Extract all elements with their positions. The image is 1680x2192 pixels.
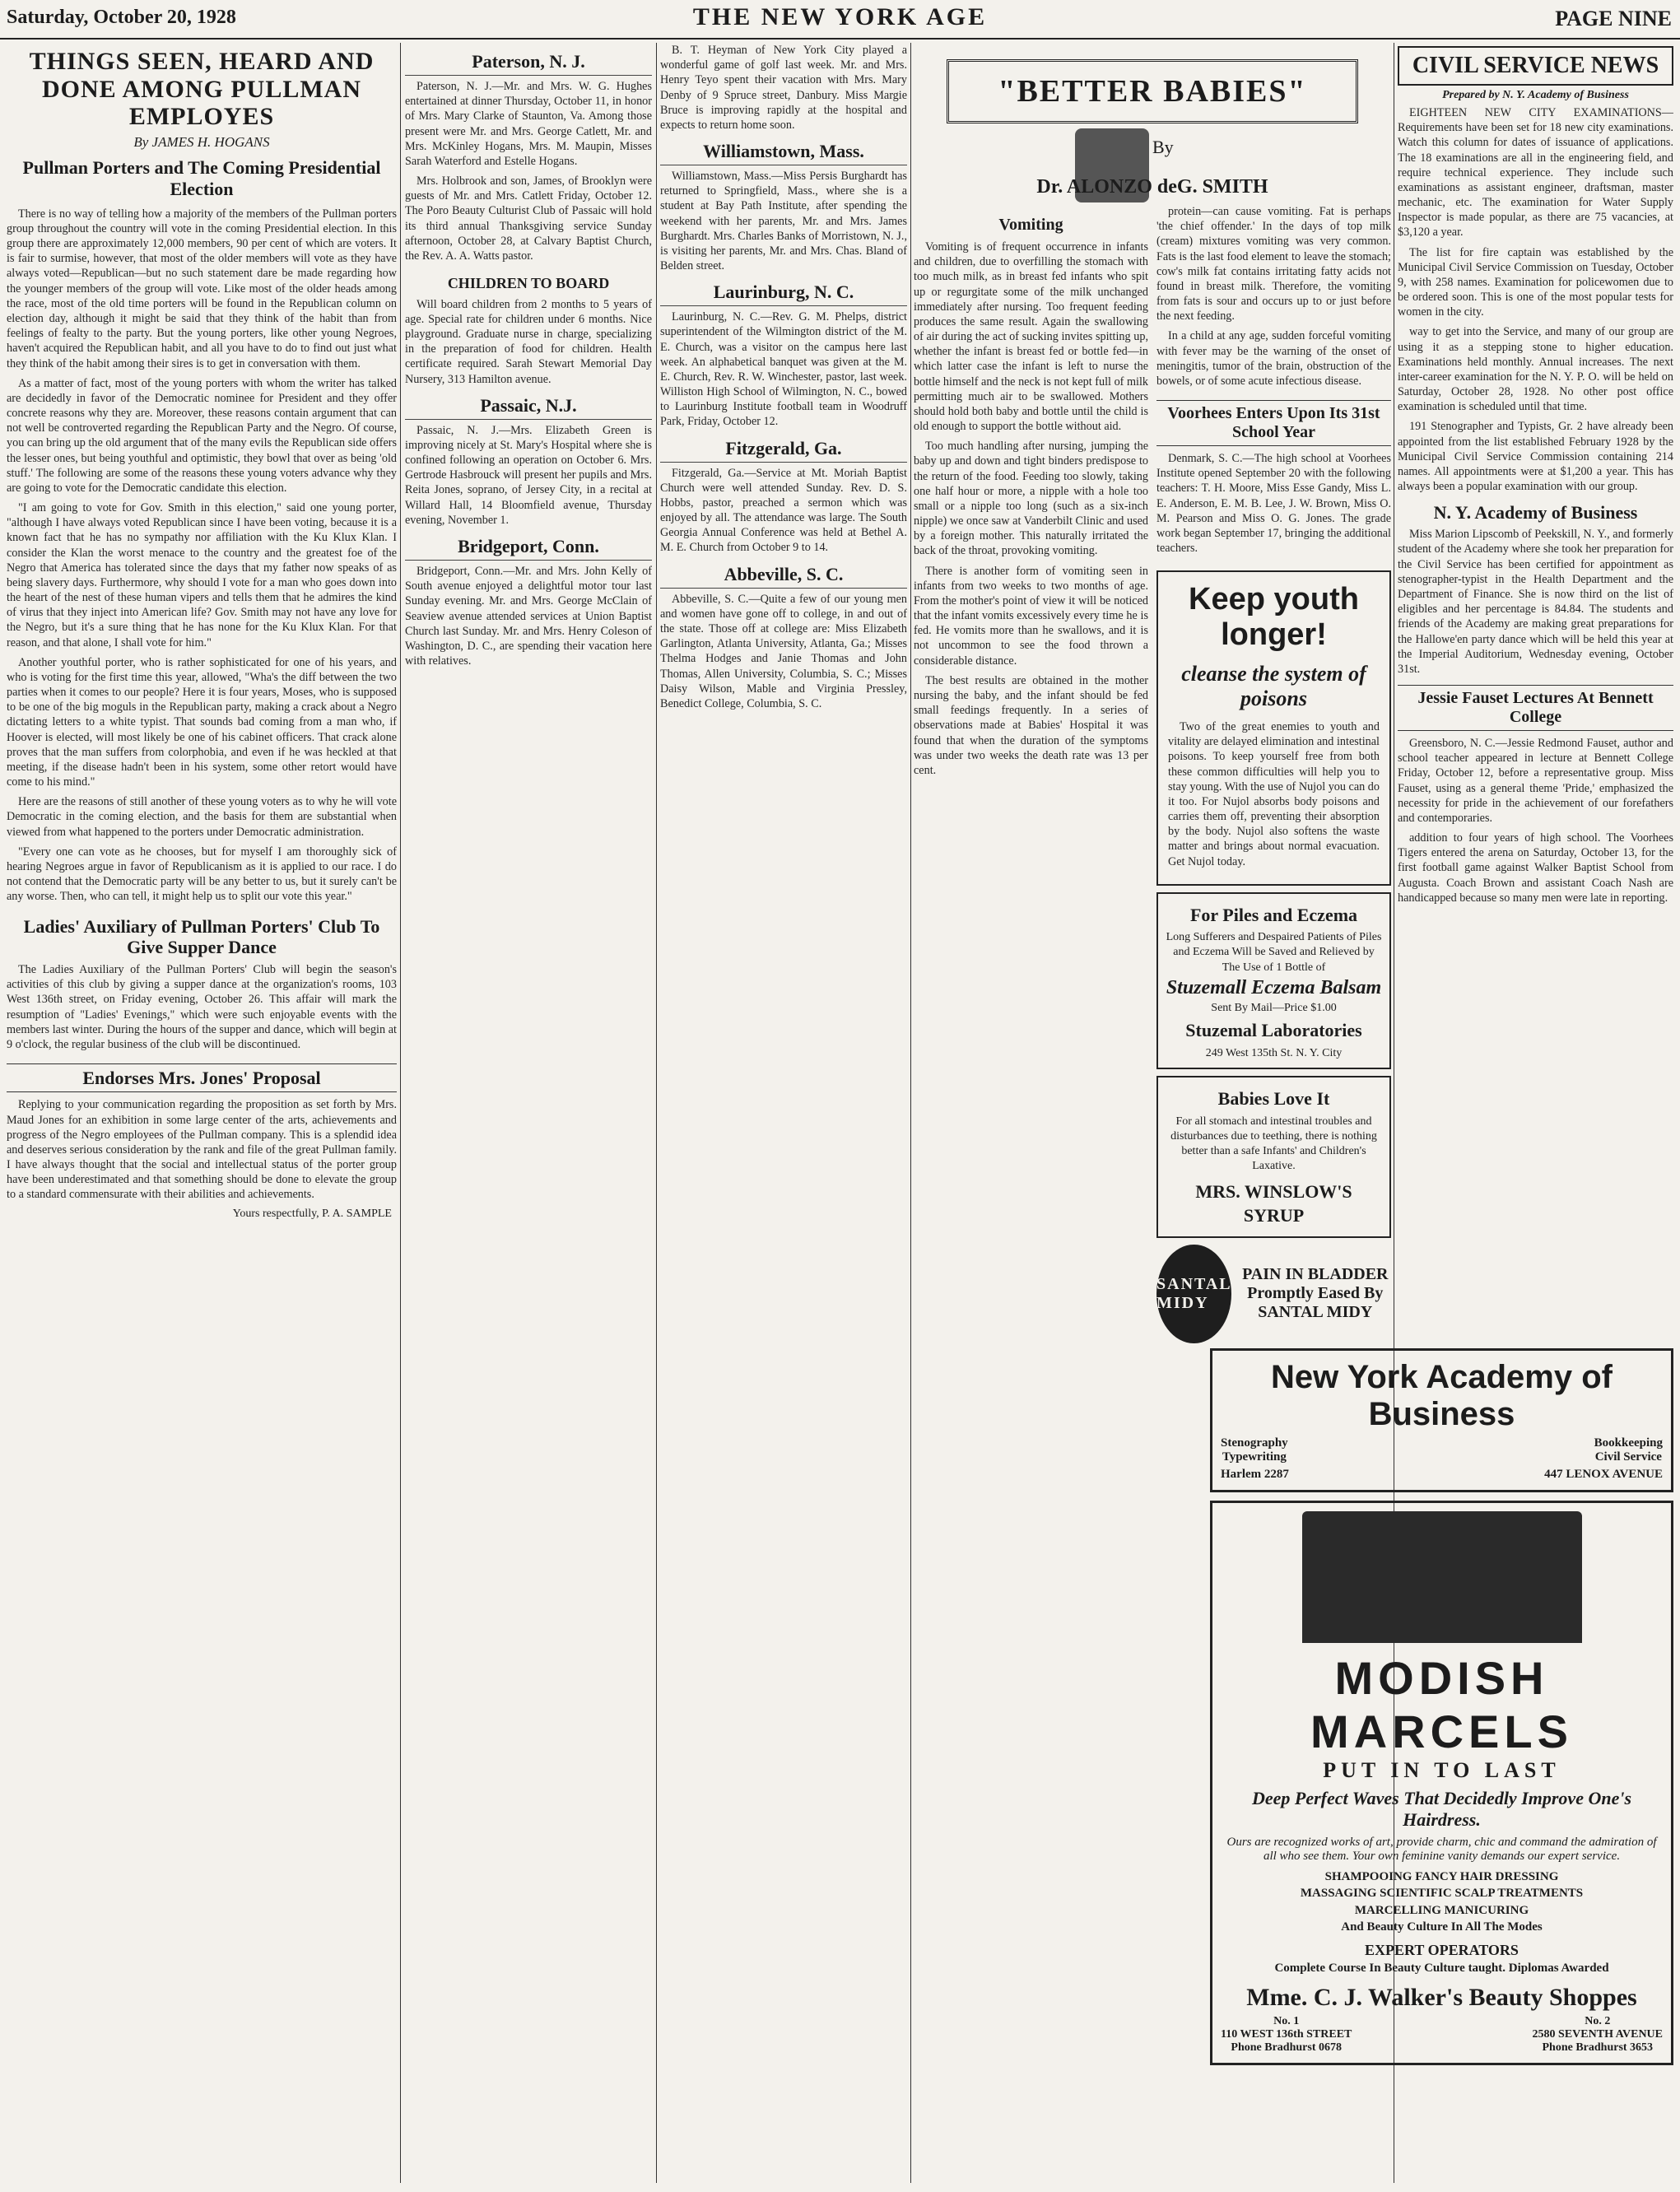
ladies-auxiliary-headline: Ladies' Auxiliary of Pullman Porters' Club To Give Supper Dance (23, 915, 380, 957)
babies-love-body: For all stomach and intestinal troubles and disturbances due to teething, there is nothing better than a safe Infants' and Children's Laxative. (1170, 1115, 1377, 1173)
civil-service-heading: CIVIL SERVICE NEWS (1398, 46, 1673, 86)
shop-phone: Phone Bradhurst 3653 (1542, 2041, 1654, 2054)
shop-address: 2580 SEVENTH AVENUE (1532, 2027, 1663, 2041)
marcels-course: Complete Course In Beauty Culture taught. Diplomas Awarded (1274, 1962, 1609, 1976)
modish-marcels-ad (1210, 1501, 1673, 2065)
article-paragraph: Another youthful porter, who is rather sophisticated for one of his years, and who is voting for the first time this year, allowed, "Wha's the diff between the two parties when it comes to our people? Here it is four years, Moses, who is supposed to be one of the big moguls in the Republican party, making a crack about a Negro dictating letters to a white typist. That sounds bad coming from a man who, if Hoover is elected, will most likely be one of his cabinet officers. That crack alone proves that the man suffers from colorphobia, and even if he was heckled at that meeting, if the disease hadn't been in his system, some other retort would have come to his mind." (7, 655, 397, 789)
marcels-service: MARCELLING MANICURING (1354, 1903, 1529, 1917)
academy-business-ad (1210, 1348, 1673, 1492)
shop-number: No. 1 (1273, 2014, 1300, 2027)
fauset-headline: Jessie Fauset Lectures At Bennett College (1398, 685, 1673, 731)
academy-ad-contact (1221, 1468, 1663, 1482)
marcels-tagline: PUT IN TO LAST (1323, 1758, 1561, 1782)
article-paragraph: As a matter of fact, most of the young porters with whom the writer has talked are decidedly in favor of the Democratic nominee for President and they offer concrete reasons why they are. Moreover, these reasons contain argument that can not well be controverted regarding the Republican Party and the Negro. Of course, you can bring up the old argument that of the many evils the Republican side offers the lesser ones, but being youthful and optimistic, they bowl that over as being 'old stuff.' The following are some of the reasons these young voters advance why they are going to vote for the Democratic candidate this election. (7, 376, 397, 495)
article-paragraph: In a child at any age, sudden forceful vomiting with fever may be the warning of the onset of meningitis, tumor of the brain, obstruction of the bowels, or of some acute infectious disease. (1156, 329, 1391, 388)
social-paragraph: Will board children from 2 months to 5 years of age. Special rate for children under 6 months. Nice playground. Graduate nurse in charge, specializing in the preparation of food for children. Health certificate required. Sarah Stewart Memorial Day Nursery, 313 Hamilton avenue. (405, 297, 652, 386)
shop-phone: Phone Bradhurst 0678 (1231, 2041, 1342, 2054)
santal-midy-ad (1156, 1245, 1391, 1343)
masthead (0, 0, 1680, 40)
social-column-2 (405, 43, 652, 673)
social-paragraph: Williamstown, Mass.—Miss Persis Burghardt has returned to Springfield, Mass., where she is a student at Bay Path Institute, after spending the weekend with her parents, Mr. and Mrs. James Burghardt. Mrs. Charles Banks of Morristown, N. J., is visiting her parents, Mr. and Mrs. Chas. Bland of Belden street. (660, 170, 907, 273)
article-paragraph: The best results are obtained in the mother nursing the baby, and the infant should be fed small feedings frequently. In a series of observations made at Babies' Hospital it was found that when the duration of the symptoms was under two weeks the death rate was 13 per cent. (914, 673, 1148, 777)
social-paragraph: Bridgeport, Conn.—Mr. and Mrs. John Kelly of South avenue enjoyed a delightful motor tour last Sunday evening. Mr. and Mrs. George McClain of Seaview avenue attended services at Union Baptist Church last Sunday. Mr. and Mrs. Henry Coleson of Washington, D. C., are spending their vacation here with relatives. (405, 564, 652, 668)
shop-addresses (1221, 2015, 1663, 2055)
article-paragraph: Here are the reasons of still another of these young voters as to why he will vote Democratic in the coming election, and the basis for them are substantial when viewed from what happened to the porters under Democratic administration. (7, 795, 397, 839)
academy-heading: N. Y. Academy of Business (1433, 502, 1638, 524)
babies-right-column (1156, 204, 1391, 564)
author-block (914, 128, 1391, 204)
nujol-ad-title: Keep youth longer! (1189, 581, 1359, 653)
subject-bookkeeping: Bookkeeping (1594, 1436, 1663, 1450)
article-paragraph: "Every one can vote as he chooses, but for myself I am thoroughly sick of hearing Negroes argue in favor of Republicanism as it is applied to our race. I do not contend that the Democratic party will be any better to us, but it surely can't be any worse. Then, who can tell, it might help us to split our vote this year." (7, 845, 397, 904)
piles-ad-lab: Stuzemal Laboratories (1185, 1020, 1362, 1041)
shop-2 (1533, 2015, 1663, 2055)
piles-ad-body: Long Sufferers and Despaired Patients of Piles and Eczema Will be Saved and Relieved by The Use of 1 Bottle of (1166, 931, 1382, 974)
civil-service-credit: Prepared by N. Y. Academy of Business (1442, 89, 1629, 101)
article-paragraph: Too much handling after nursing, jumping the baby up and down and tight binders predispose to the return of the food. Feeding too slowly, taking one half hour or more, a nipple with a hole too small or a nipple too long (such as a six-inch nipple) we once saw at Vanderbilt Clinic and used by a foreign mother. This naturally irritated the back of the throat, provoking vomiting. (914, 440, 1148, 558)
voorhees-headline: Voorhees Enters Upon Its 31st School Year (1156, 400, 1391, 446)
academy-ad-left (1221, 1436, 1288, 1464)
portrait-illustration (1302, 1511, 1582, 1643)
pullman-subhead: Pullman Porters and The Coming Presidential Election (22, 156, 381, 199)
marcels-body: Ours are recognized works of art, provide charm, chic and command the admiration of all who see them. Your own feminine vanity demands our expert service. (1226, 1836, 1657, 1863)
city-heading: Bridgeport, Conn. (405, 536, 652, 561)
subject-civil-service: Civil Service (1594, 1450, 1662, 1464)
academy-address: 447 LENOX AVENUE (1544, 1468, 1663, 1481)
academy-ad-title: New York Academy of Business (1271, 1359, 1613, 1432)
piles-ad-title: For Piles and Eczema (1189, 904, 1358, 925)
city-heading: Abbeville, S. C. (660, 564, 907, 589)
article-paragraph: addition to four years of high school. The Voorhees Tigers entered the arena on Saturday, October 13, for the first football game against Walker Baptist School from Augusta. Coach Brown and assistant Coach Nash are handicapped because so many men were late in reporting. (1398, 831, 1673, 905)
social-paragraph: Passaic, N. J.—Mrs. Elizabeth Green is improving nicely at St. Mary's Hospital where she is confined following an operation on October 6. Mrs. Gertrode Hasbrouck will present her pupils and Mrs. Reita Jones, soprano, of Jersey City, in a recital at Willard Hall, 14 Bloomfield avenue, Thursday evening, November 1. (405, 423, 652, 527)
academy-ad-subjects (1221, 1436, 1663, 1464)
article-paragraph: Miss Marion Lipscomb of Peekskill, N. Y., and formerly student of the Academy where she took her preparation for the Civil Service has been certified for appointment as stenographer-typist in the Health Department and the Department of Finance. She is now third on the list of eligibles and her percentage is 84.84. The students and friends of the Academy are making great preparations for the Hallowe'en party dance which will be held this year at the Imperial Auditorium, Wednesday evening, October 31st. (1398, 528, 1673, 676)
social-paragraph: Mrs. Holbrook and son, James, of Brooklyn were guests of Mr. and Mrs. Catlett Friday, October 12. The Poro Beauty Culturist Club of Passaic will hold its third annual Thanksgiving service Sunday afternoon, October 28, at Calvary Baptist Church, the Rev. A. A. Watts pastor. (405, 175, 652, 263)
babies-two-columns (914, 204, 1391, 564)
babies-love-it-ad (1156, 1076, 1391, 1238)
winslow-brand: MRS. WINSLOW'S SYRUP (1195, 1181, 1352, 1226)
column-rule (656, 43, 657, 2183)
article-paragraph: Replying to your communication regarding the proposition as set forth by Mrs. Maud Jones for an exhibition in some large center of the arts, achievements and progress of the Negro employees of the Pullman company. This is a splendid idea and deserves serious consideration by the rank and file of the great Pullman family. I have always thought that the social and intellectual status of the porter group have been underestimated and that something should be done to elevate the group to a standard commensurate with their abilities and achievements. (7, 1098, 397, 1202)
article-paragraph: There is no way of telling how a majority of the members of the Pullman porters group throughout the country will vote in the coming Presidential election. In this group there are approximately 12,000 members, 90 per cent of which are voters. It is fair to surmise, however, that most of the older members will vote as they have always voted—Republican—but no such statement dare be made regarding how the younger members of the group will vote. Like most of the older heads among the race, most of the old time porters will be found in the Republican column on election day, although it might be said that they think of the habit than from feelings of fealty to the party. But the young porters, like other young Negroes, haven't acquired the Republican habit, and all you have to do to find out just what they think of the habit among their sires is to get in conversation with them. (7, 207, 397, 370)
social-paragraph: Laurinburg, N. C.—Rev. G. M. Phelps, district superintendent of the Wilmington district of the M. E. Church, was a visitor on the campus here last week. An alphabetical banquet was given at the M. E. Church, Rev. R. W. Winchester, pastor, last week. Williston High School of Wilmington, N. C., bowed to Laurinburg Institute football team in Woodruff Park, Friday, October 12. (660, 310, 907, 429)
social-paragraph: Fitzgerald, Ga.—Service at Mt. Moriah Baptist Church were well attended Sunday. Rev. D. S. Hobbs, pastor, preached a sermon which was enjoyed by all. The attendance was large. The South Georgia Annual Conference was held at Bethel A. M. E. Church from October 9 to 14. (660, 466, 907, 555)
pullman-byline: By JAMES H. HOGANS (133, 133, 270, 150)
social-paragraph: Paterson, N. J.—Mr. and Mrs. W. G. Hughes entertained at dinner Thursday, October 11, in honor of Mrs. Mary Clarke of Staunton, Va. Among those present were Mr. and Mrs. George Catlett, Mr. and Mrs. McKinley Hogans, Mrs. M. Maupin, Misses Sarah Waterford and Estelle Hogans. (405, 80, 652, 168)
article-paragraph: EIGHTEEN NEW CITY EXAMINATIONS—Requirements have been set for 18 new city examinations. Watch this column for dates of issuance of applications. The 18 examinations are all in the engineering field, and require technical experience. They include such examinations as assistant engineer, draftsman, master mechanic, etc. The examination for Water Supply Inspector is made popular, as there are 75 vacancies, at $3,120 a year. (1398, 106, 1673, 240)
babies-lower-columns (914, 564, 1391, 1343)
nujol-ad-subtitle: cleanse the system of poisons (1181, 661, 1366, 710)
city-heading: Laurinburg, N. C. (660, 282, 907, 306)
shop-1 (1221, 2015, 1352, 2055)
santal-logo: SANTAL MIDY (1156, 1245, 1231, 1343)
article-paragraph: The Ladies Auxiliary of the Pullman Porters' Club will begin the season's activities of this club by giving a supper dance at the organization's rooms, 103 West 136th street, on Friday evening, October 26. This affair will mark the resumption of "Ladies' Evenings," which were such enjoyable events with the members last winter. During the hours of the supper and dance, which will begin at 9 o'clock, the regular business of the club will be discontinued. (7, 963, 397, 1051)
piles-ad-address: 249 West 135th St. N. Y. City (1205, 1046, 1343, 1059)
babies-left-column (914, 204, 1148, 564)
article-paragraph: protein—can cause vomiting. Fat is perhaps 'the chief offender.' In the days of top milk (cream) mixtures vomiting was very common. Fats is the last food element to leave the stomach; cow's milk fat contains irritating fatty acids not found in breast milk. Therefore, the vomiting from fats is sour and occurs up to or just before the next feeding. (1156, 205, 1391, 323)
babies-lower-left (914, 564, 1148, 1343)
issue-date: Saturday, October 20, 1928 (7, 7, 236, 28)
marcels-service: And Beauty Culture In All The Modes (1341, 1920, 1543, 1934)
academy-ad-right (1594, 1436, 1663, 1464)
marcels-service: MASSAGING SCIENTIFIC SCALP TREATMENTS (1300, 1887, 1584, 1901)
santal-text: PAIN IN BLADDER Promptly Eased By SANTAL MIDY (1242, 1265, 1389, 1322)
city-heading: Paterson, N. J. (405, 51, 652, 76)
marcels-service: SHAMPOOING FANCY HAIR DRESSING (1324, 1870, 1559, 1883)
by-label: By (1152, 137, 1174, 157)
nujol-ad-body: Two of the great enemies to youth and vitality are delayed elimination and intestinal poisons. To keep yourself free from both these common difficulties will help you to stay young. With the use of Nujol you can do it too. For Nujol absorbs body poisons and carries them off, preventing their absorption by the body. Nujol also softens the waste matter and brings about normal evacuation. Get Nujol today. (1168, 719, 1380, 868)
author-name: Dr. ALONZO deG. SMITH (1036, 176, 1268, 198)
marcels-experts: EXPERT OPERATORS (1365, 1942, 1519, 1958)
page-number: PAGE NINE (1555, 7, 1672, 30)
article-paragraph: Vomiting is of frequent occurrence in infants and children, due to overfilling the stomach with too much milk, as in breast fed infants who spit up or regurgitate some of the milk unchanged immediately after nursing. Too frequent feeding produces the same result. Again the swallowing of air during the act of sucking invites spitting up, whether the infant is breast fed or bottle fed—in which latter case the infant is left to nurse the bottle himself and the neck is not kept full of milk permitting much air to be swallowed. Mothers should hold both baby and bottle until the child is old enough to support the bottle without aid. (914, 240, 1148, 434)
better-babies-title: "BETTER BABIES" (947, 59, 1358, 123)
piles-ad-brand: Stuzemall Eczema Balsam (1166, 976, 1382, 998)
subject-typewriting: Typewriting (1222, 1450, 1287, 1464)
academy-phone: Harlem 2287 (1221, 1468, 1289, 1481)
civil-service-column (1398, 43, 1673, 910)
city-heading: Williamstown, Mass. (660, 141, 907, 165)
shop-number: No. 2 (1585, 2014, 1611, 2027)
vomiting-heading: Vomiting (998, 216, 1063, 234)
city-heading: Fitzgerald, Ga. (660, 438, 907, 463)
article-paragraph: There is another form of vomiting seen in infants from two weeks to two months of age. From the mother's point of view it will be noticed that the infant vomits excessively every time he is fed. He vomits more than he swallows, and it is not uncommon to see the food thrown a considerable distance. (914, 564, 1148, 668)
article-paragraph: way to get into the Service, and many of our group are using it as a stepping stone to higher education. Examinations held monthly. Annual increases. The next inter-career examination for the N. Y. P. O. will be held on Saturday, October 28, 1928. No other post office examination is scheduled until that time. (1398, 325, 1673, 414)
social-paragraph: B. T. Heyman of New York City played a wonderful game of golf last week. Mr. and Mrs. Henry Teyo spent their vacation with Mrs. Mary Denby of 9 Spruce street, Danbury. Miss Margie Bruce is improving rapidly at the hospital and expects to return home soon. (660, 44, 907, 132)
marcels-title: MODISH MARCELS (1310, 1652, 1573, 1757)
social-column-3 (660, 43, 907, 716)
article-paragraph: 191 Stenographer and Typists, Gr. 2 have already been appointed from the list established February 1928 by the Municipal Civil Service Commission containing 214 names. All appointments were at $1,200 a year. This has always been a popular examination with our group. (1398, 420, 1673, 494)
pullman-column (7, 43, 397, 1224)
paper-name: THE NEW YORK AGE (692, 3, 988, 30)
ads-stack (1156, 564, 1391, 1343)
letter-signature: Yours respectfully, P. A. SAMPLE (232, 1207, 392, 1220)
lower-right-ads (1210, 1342, 1673, 2065)
walker-shop-title: Mme. C. J. Walker's Beauty Shoppes (1246, 1983, 1637, 2011)
shop-address: 110 WEST 136th STREET (1221, 2027, 1352, 2041)
article-paragraph: Denmark, S. C.—The high school at Voorhees Institute opened September 20 with the following teachers: T. H. Moore, Miss Esse Gandy, Miss L. E. Anderson, E. M. B. Lee, J. W. Brown, Miss O. M. Pearson and Miss O. G. Jones. The grade work began September 17, bringing the additional teachers. (1156, 452, 1391, 556)
better-babies-column (914, 43, 1391, 1343)
column-rule (910, 43, 911, 2183)
article-paragraph: "I am going to vote for Gov. Smith in this election," said one young porter, "although I have always voted Republican since I have been voting, because it is a known fact that he has no sympathy nor affiliation with the Ku Klux Klan. I consider the Klan the worst menace to the country and the greatest foe of the Negro that America has tolerated since the days that my father now speaks of as being slavery days. Furthermore, why should I vote for a man who goes down into the heart of the nest of these human vipers and tells them that he admires the kind of virus that they inject into American life? Gov. Smith may not have any love for the Negro, but it's a sure thing that he has none for the Ku Klux Klan. For that reason, and that alone, I shall vote for him." (7, 501, 397, 649)
piles-ad-price: Sent By Mail—Price $1.00 (1211, 1002, 1337, 1015)
marcels-headline: Deep Perfect Waves That Decidedly Improve One's Hairdress. (1251, 1788, 1632, 1830)
article-paragraph: Greensboro, N. C.—Jessie Redmond Fauset, author and school teacher appeared in lecture at Bennett College Friday, October 12, before a representative group. Miss Fauset, using as a general theme 'Pride,' emphasized the necessity for pride in the achievement of our forefathers and contemporaries. (1398, 737, 1673, 825)
nujol-ad (1156, 570, 1391, 886)
subject-stenography: Stenography (1221, 1436, 1288, 1450)
babies-love-title: Babies Love It (1217, 1088, 1330, 1110)
pullman-headline: THINGS SEEN, HEARD AND DONE AMONG PULLMAN EMPLOYES (29, 48, 375, 131)
city-heading: Passaic, N.J. (405, 395, 652, 420)
column-rule (400, 43, 401, 2183)
children-board-heading: CHILDREN TO BOARD (447, 275, 610, 292)
article-paragraph: The list for fire captain was established by the Municipal Civil Service Commission on Tuesday, October 9, with 258 names. Examination for policewomen due to be ordered soon. This is one of the most popular tests for women in the city. (1398, 245, 1673, 319)
social-paragraph: Abbeville, S. C.—Quite a few of our young men and women have gone off to college, in and out of the state. Those off at college are: Miss Elizabeth Garlington, Atlanta University, Atlanta, Ga.; Misses Thelma Hodges and Janie Thomas and John Thomas, Allen University, Columbia, S. C.; Misses Daisy Wilson, Mable and Virginia Pressley, Benedict College, Columbia, S. C. (660, 592, 907, 710)
endorses-headline: Endorses Mrs. Jones' Proposal (7, 1063, 397, 1092)
piles-eczema-ad (1156, 892, 1391, 1069)
